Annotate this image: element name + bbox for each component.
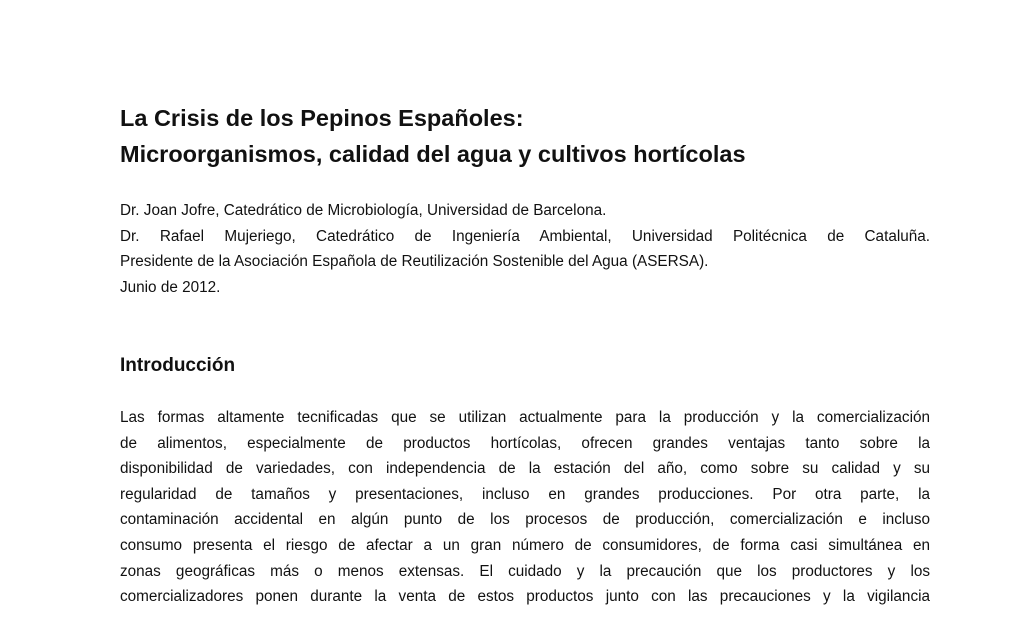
document-title (120, 100, 746, 172)
document-page (120, 0, 930, 617)
paragraph-line: disponibilidad de variedades, con independencia de la estación del año, como sobre su calidad y su (120, 460, 930, 478)
author-line-3: Presidente de la Asociación Española de Reutilización Sostenible del Agua (ASERSA). (120, 253, 709, 270)
introduction-paragraph (120, 405, 930, 610)
paragraph-line: contaminación accidental en algún punto de los procesos de producción, comercialización e incluso (120, 511, 930, 529)
title-line-1: La Crisis de los Pepinos Españoles: (120, 105, 524, 131)
paragraph-line: regularidad de tamaños y presentaciones, incluso en grandes producciones. Por otra parte, la (120, 485, 930, 503)
section-heading-introduction: Introducción (120, 355, 236, 376)
author-line-2: Dr. Rafael Mujeriego, Catedrático de Ingeniería Ambiental, Universidad Politécnica de Cataluña. (120, 227, 930, 245)
paragraph-line: comercializadores ponen durante la venta de estos productos junto con las precauciones y la vigilancia (120, 588, 930, 606)
title-line-2: Microorganismos, calidad del agua y cultivos hortícolas (120, 141, 746, 167)
author-line-1: Dr. Joan Jofre, Catedrático de Microbiología, Universidad de Barcelona. (120, 202, 607, 219)
paragraph-line: consumo presenta el riesgo de afectar a un gran número de consumidores, de forma casi simultánea en (120, 536, 930, 554)
author-block (120, 198, 930, 300)
paragraph-line: de alimentos, especialmente de productos hortícolas, ofrecen grandes ventajas tanto sobre la (120, 434, 930, 452)
paragraph-line: Las formas altamente tecnificadas que se utilizan actualmente para la producción y la comercialización (120, 409, 930, 426)
publication-date: Junio de 2012. (120, 278, 221, 296)
paragraph-line: zonas geográficas más o menos extensas. El cuidado y la precaución que los productores y los (120, 562, 930, 580)
